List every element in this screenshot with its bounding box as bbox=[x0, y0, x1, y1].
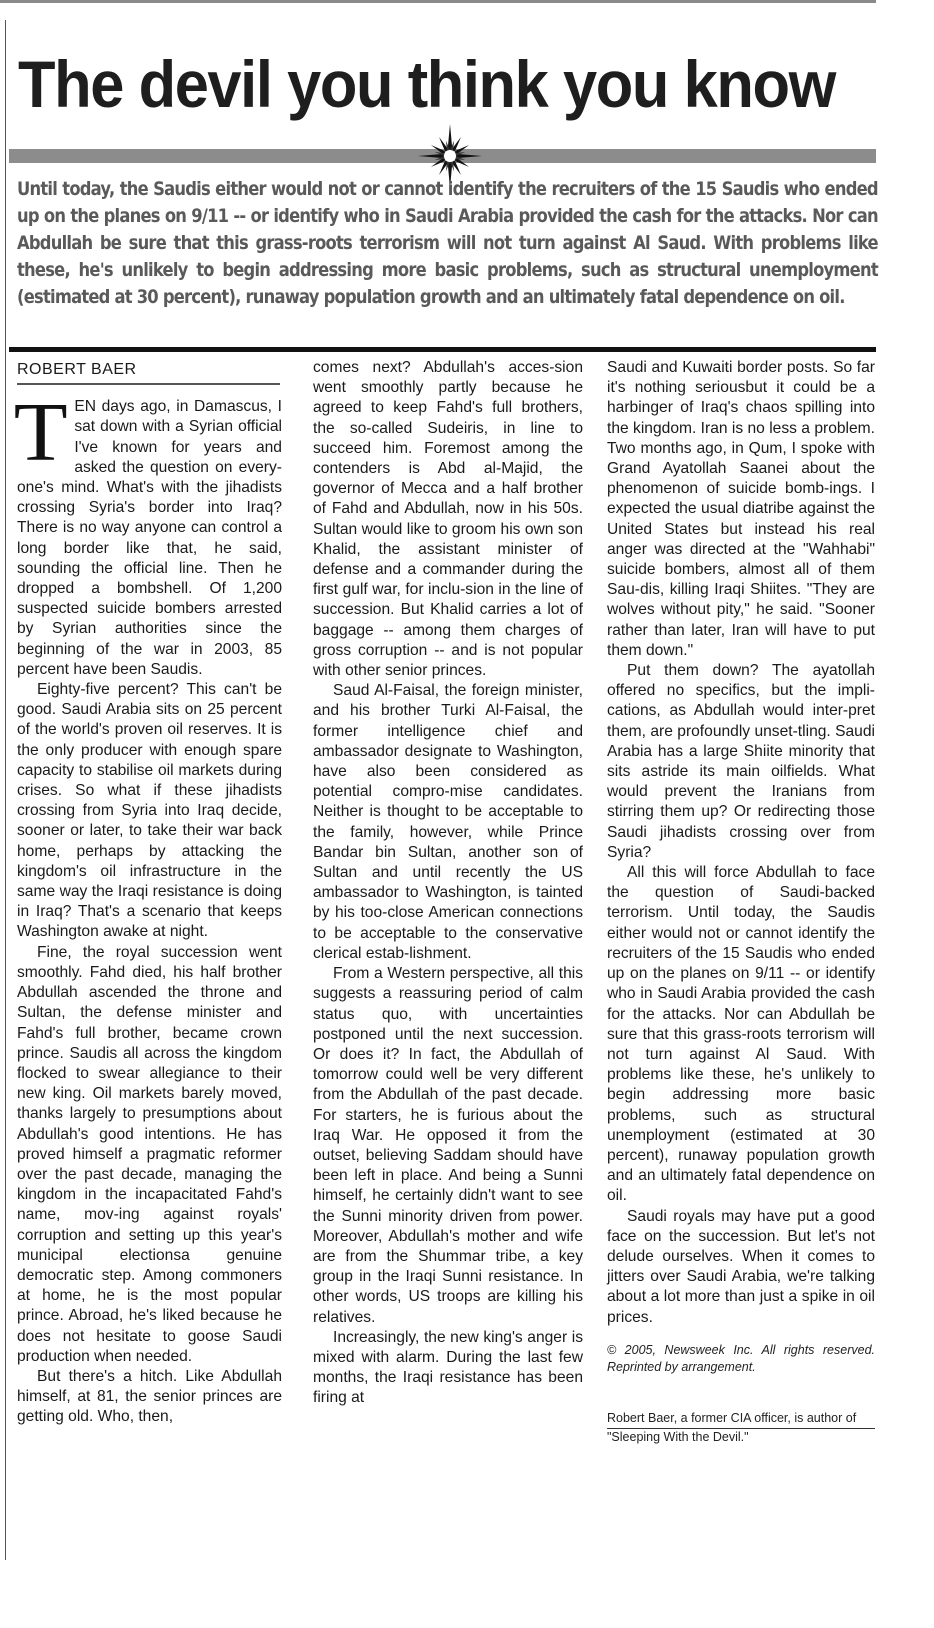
paragraph-text: EN days ago, in Damascus, I sat down with a Syrian official I've known for years and asked the question on every-one's mind. What's with the jihadists crossing Syria's border into Iraq? There is no way anyone can control a long border like that, he said, sounding the official line. Then he dropped a bombshell. Of 1,200 suspected suicide bombers arrested by Syrian authorities since the beginning of the war in 2003, 85 percent have been Saudis. bbox=[17, 398, 282, 678]
author-bio bbox=[607, 1410, 875, 1446]
article-paragraph: But there's a hitch. Like Abdullah himself, at 81, the senior princes are getting old. Who, then, bbox=[17, 1367, 282, 1426]
byline: ROBERT BAER bbox=[17, 356, 280, 385]
article-paragraph: comes next? Abdullah's acces-sion went smoothly partly because he agreed to keep Fahd's full brothers, the so-called Sudeiris, in line to succeed him. Foremost among the contenders is Abd al-Majid, the governor of Mecca and a half brother of Fahd and Abdullah, now in his 50s. Sultan would like to groom his own son Khalid, the assistant minister of defense and a commander during the first gulf war, for inclu-sion in the line of succession. But Khalid carries a lot of baggage -- among them charges of gross corruption -- and is not popular with other senior princes. bbox=[313, 359, 583, 680]
left-border-rule bbox=[5, 20, 6, 1560]
headline: The devil you think you know bbox=[18, 47, 835, 121]
drop-cap: T bbox=[13, 386, 68, 480]
article-paragraph: Put them down? The ayatollah offered no specifics, but the impli-cations, as Abdullah would inter-pret them, are profoundly unset-tling. Saudi Arabia has a large Shiite minority that sits astride its main oilfields. What would prevent the Iranians from stirring them up? Or redirecting those Saudi jihadists crossing over from Syria? bbox=[607, 662, 875, 861]
top-rule bbox=[0, 0, 876, 3]
deck-bottom-rule bbox=[9, 347, 876, 352]
article-column-1 bbox=[13, 356, 282, 1428]
article-paragraph: Eighty-five percent? This can't be good. Saudi Arabia sits on 25 percent of the world's proven oil reserves. It is the only producer with enough spare capacity to stabilise oil markets during crises. So what if these jihadists crossing from Syria into Iraq decide, sooner or later, to take their war back home, perhaps by attacking the kingdom's oil infrastructure in the same way the Iraqi resistance is doing in Iraq? That's a scenario that keeps Washington awake at night. bbox=[17, 681, 282, 941]
article-paragraph: Saud Al-Faisal, the foreign minister, and his brother Turki Al-Faisal, the former intelligence chief and ambassador designate to Washington, have also been considered as potential compro-mise candidates. Neither is thought to be acceptable to the family, however, while Prince Bandar bin Sultan, another son of Sultan and until recently the US ambassador to Washington, is tainted by his too-close American connections to be acceptable to the conservative clerical estab-lishment. bbox=[313, 682, 583, 962]
article-paragraph: Saudi and Kuwaiti border posts. So far it's nothing seriousbut it could be a harbinger of Iraq's chaos spilling into the kingdom. Iran is no less a problem. Two months ago, in Qum, I spoke with Grand Ayatollah Saanei about the phenomenon of suicide bomb-ings. I expected the usual diatribe against the United States but instead his real anger was directed at the "Wahhabi" suicide bombers, almost all of them Sau-dis, killing Iraqi Shiites. "They are wolves without pity," he said. "Sooner rather than later, Iran will have to put them down." bbox=[607, 359, 875, 659]
article-paragraph: Fine, the royal succession went smoothly. Fahd died, his half brother Abdullah ascended the throne and Sultan, the defense minister and Fahd's full brother, became crown prince. Saudis all across the kingdom flocked to swear allegiance to their new king. Oil markets barely moved, thanks largely to presumptions about Abdullah's good intentions. He has proved himself a pragmatic reformer over the past decade, managing the kingdom in the incapacitated Fahd's name, mov-ing against royals' corruption and setting up this year's municipal electionsa genuine democratic step. Among commoners at home, he is the most popular prince. Abroad, he's liked because he does not hesitate to goose Saudi production when needed. bbox=[17, 943, 282, 1365]
article-column-3 bbox=[607, 358, 875, 1446]
author-bio-line-1: Robert Baer, a former CIA officer, is author of bbox=[607, 1410, 875, 1429]
article-paragraph: Saudi royals may have put a good face on the succession. But let's not delude ourselves. When it comes to jitters over Saudi Arabia, we're talking about a lot more than just a spike in oil prices. bbox=[607, 1207, 875, 1326]
copyright-notice: © 2005, Newsweek Inc. All rights reserved. Reprinted by arrangement. bbox=[607, 1342, 875, 1374]
deck-summary: Until today, the Saudis either would not or cannot identify the recruiters of the 15 Saudis who ended up on the planes on 9/11 -- or identify who in Saudi Arabia provided the cash for the attacks. Nor can Abdullah be sure that this grass-roots terrorism will not turn against Al Saud. With problems like these, he's unlikely to begin addressing more basic problems, such as structural unemployment (estimated at 30 percent), runaway population growth and an ultimately fatal dependence on oil. bbox=[17, 178, 878, 308]
article-column-2 bbox=[313, 358, 583, 1409]
article-paragraph: From a Western perspective, all this suggests a reassuring period of calm status quo, with uncertainties postponed until the next succession. Or does it? In fact, the Abdullah of tomorrow could well be very different from the Abdullah of the past decade. For starters, he is furious about the Iraq War. He opposed it from the outset, believing Saddam should have been left in place. And being a Sunni himself, he certainly didn't want to see the Sunni minority driven from power. Moreover, Abdullah's mother and wife are from the Shummar tribe, a key group in the Iraqi Sunni resistance. In other words, US troops are killing his relatives. bbox=[313, 965, 583, 1326]
article-paragraph: All this will force Abdullah to face the question of Saudi-backed terrorism. Until today, the Saudis either would not or cannot identify the recruiters of the 15 Saudis who ended up on the planes on 9/11 -- or identify who in Saudi Arabia provided the cash for the attacks. Nor can Abdullah be sure that this grass-roots terrorism will not turn against Al Saud. With problems like these, he's unlikely to begin addressing more basic problems, such as structural unemployment (estimated at 30 percent), runaway population growth and an ultimately fatal dependence on oil. bbox=[607, 864, 875, 1205]
author-bio-line-2: "Sleeping With the Devil." bbox=[607, 1429, 749, 1444]
article-paragraph bbox=[13, 386, 282, 680]
article-paragraph: Increasingly, the new king's anger is mixed with alarm. During the last few months, the Iraqi resistance has been firing at bbox=[313, 1328, 583, 1407]
